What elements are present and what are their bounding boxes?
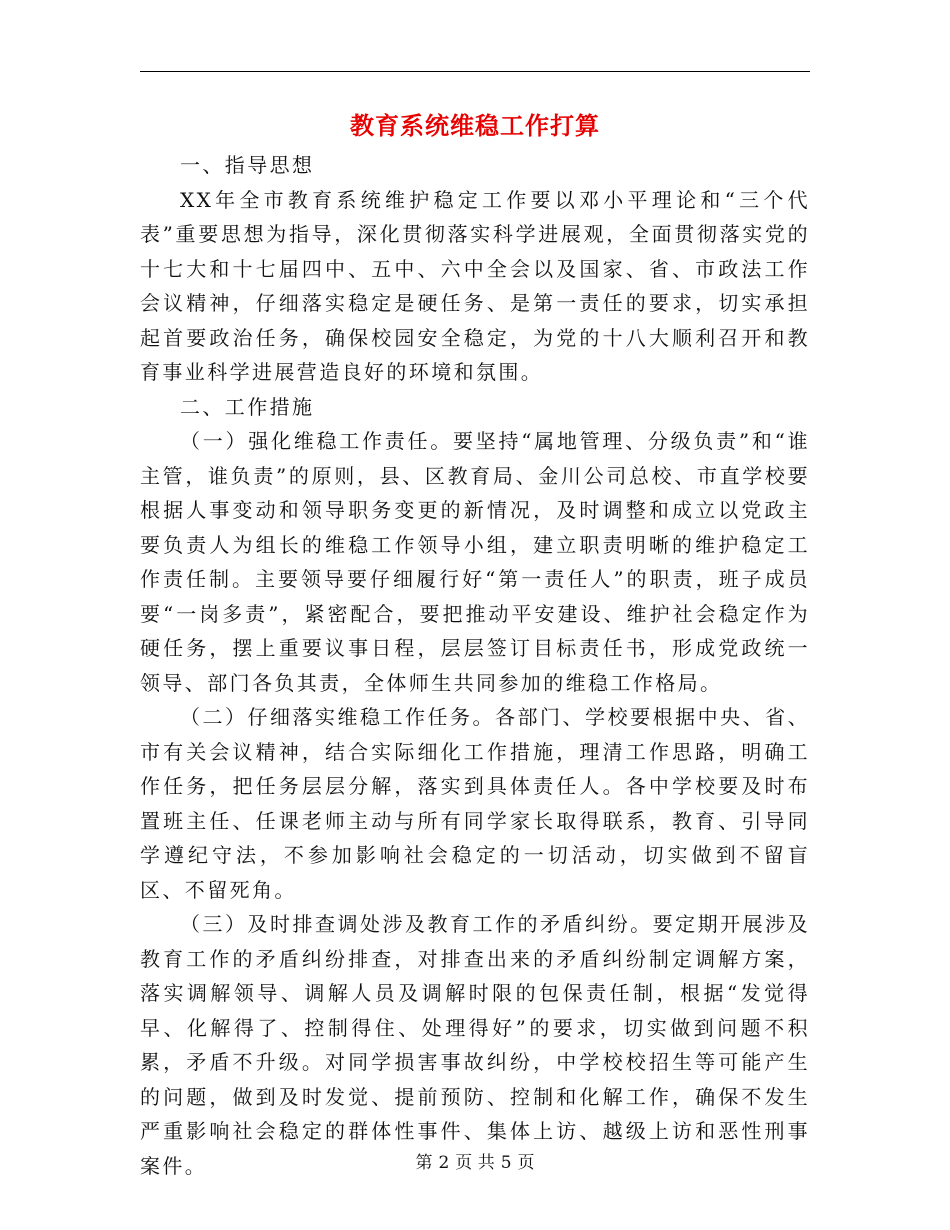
section-heading-guiding-thought: 一、指导思想 (180, 153, 315, 177)
page-footer (0, 1150, 950, 1176)
paragraph-measure-1: （一）强化维稳工作责任。要坚持“属地管理、分级负责”和“谁主管，谁负责”的原则，县、区教育局、金川公司总校、市直学校要根据人事变动和领导职务变更的新情况，及时调整和成立以党政主要负责人为组长的维稳工作领导小组，建立职责明晰的维护稳定工作责任制。主要领导要仔细履行好“第一责任人”的职责，班子成员要“一岗多责”，紧密配合，要把推动平安建设、维护社会稳定作为硬任务，摆上重要议事日程，层层签订目标责任书，形成党政统一领导、部门各负其责，全体师生共同参加的维稳工作格局。 (140, 429, 810, 695)
document-body (140, 148, 810, 1183)
current-page-number: 2 (438, 1153, 450, 1173)
page-prefix: 第 (415, 1153, 433, 1173)
header-rule (140, 71, 810, 72)
page-suffix: 页 (517, 1153, 535, 1173)
paragraph-guiding-thought: XX年全市教育系统维护稳定工作要以邓小平理论和“三个代表”重要思想为指导，深化贯彻落实科学进展观，全面贯彻落实党的十七大和十七届四中、五中、六中全会以及国家、省、市政法工作会议精神，仔细落实稳定是硬任务、是第一责任的要求，切实承担起首要政治任务，确保校园安全稳定，为党的十八大顺利召开和教育事业科学进展营造良好的环境和氛围。 (140, 187, 810, 384)
paragraph-measure-3: （三）及时排查调处涉及教育工作的矛盾纠纷。要定期开展涉及教育工作的矛盾纠纷排查，对排查出来的矛盾纠纷制定调解方案，落实调解领导、调解人员及调解时限的包保责任制，根据“发觉得早、化解得了、控制得住、处理得好”的要求，切实做到问题不积累，矛盾不升级。对同学损害事故纠纷，中学校校招生等可能产生的问题，做到及时发觉、提前预防、控制和化解工作，确保不发生严重影响社会稳定的群体性事件、集体上访、越级上访和恶性刑事案件。 (140, 912, 810, 1178)
page-mid: 页 共 (455, 1153, 495, 1173)
paragraph-measure-2: （二）仔细落实维稳工作任务。各部门、学校要根据中央、省、市有关会议精神，结合实际细化工作措施，理清工作思路，明确工作任务，把任务层层分解，落实到具体责任人。各中学校要及时布置班主任、任课老师主动与所有同学家长取得联系，教育、引导同学遵纪守法，不参加影响社会稳定的一切活动，切实做到不留盲区、不留死角。 (140, 705, 810, 902)
total-pages-number: 5 (500, 1153, 512, 1173)
document-title: 教育系统维稳工作打算 (350, 111, 600, 140)
section-heading-work-measures: 二、工作措施 (180, 394, 315, 419)
